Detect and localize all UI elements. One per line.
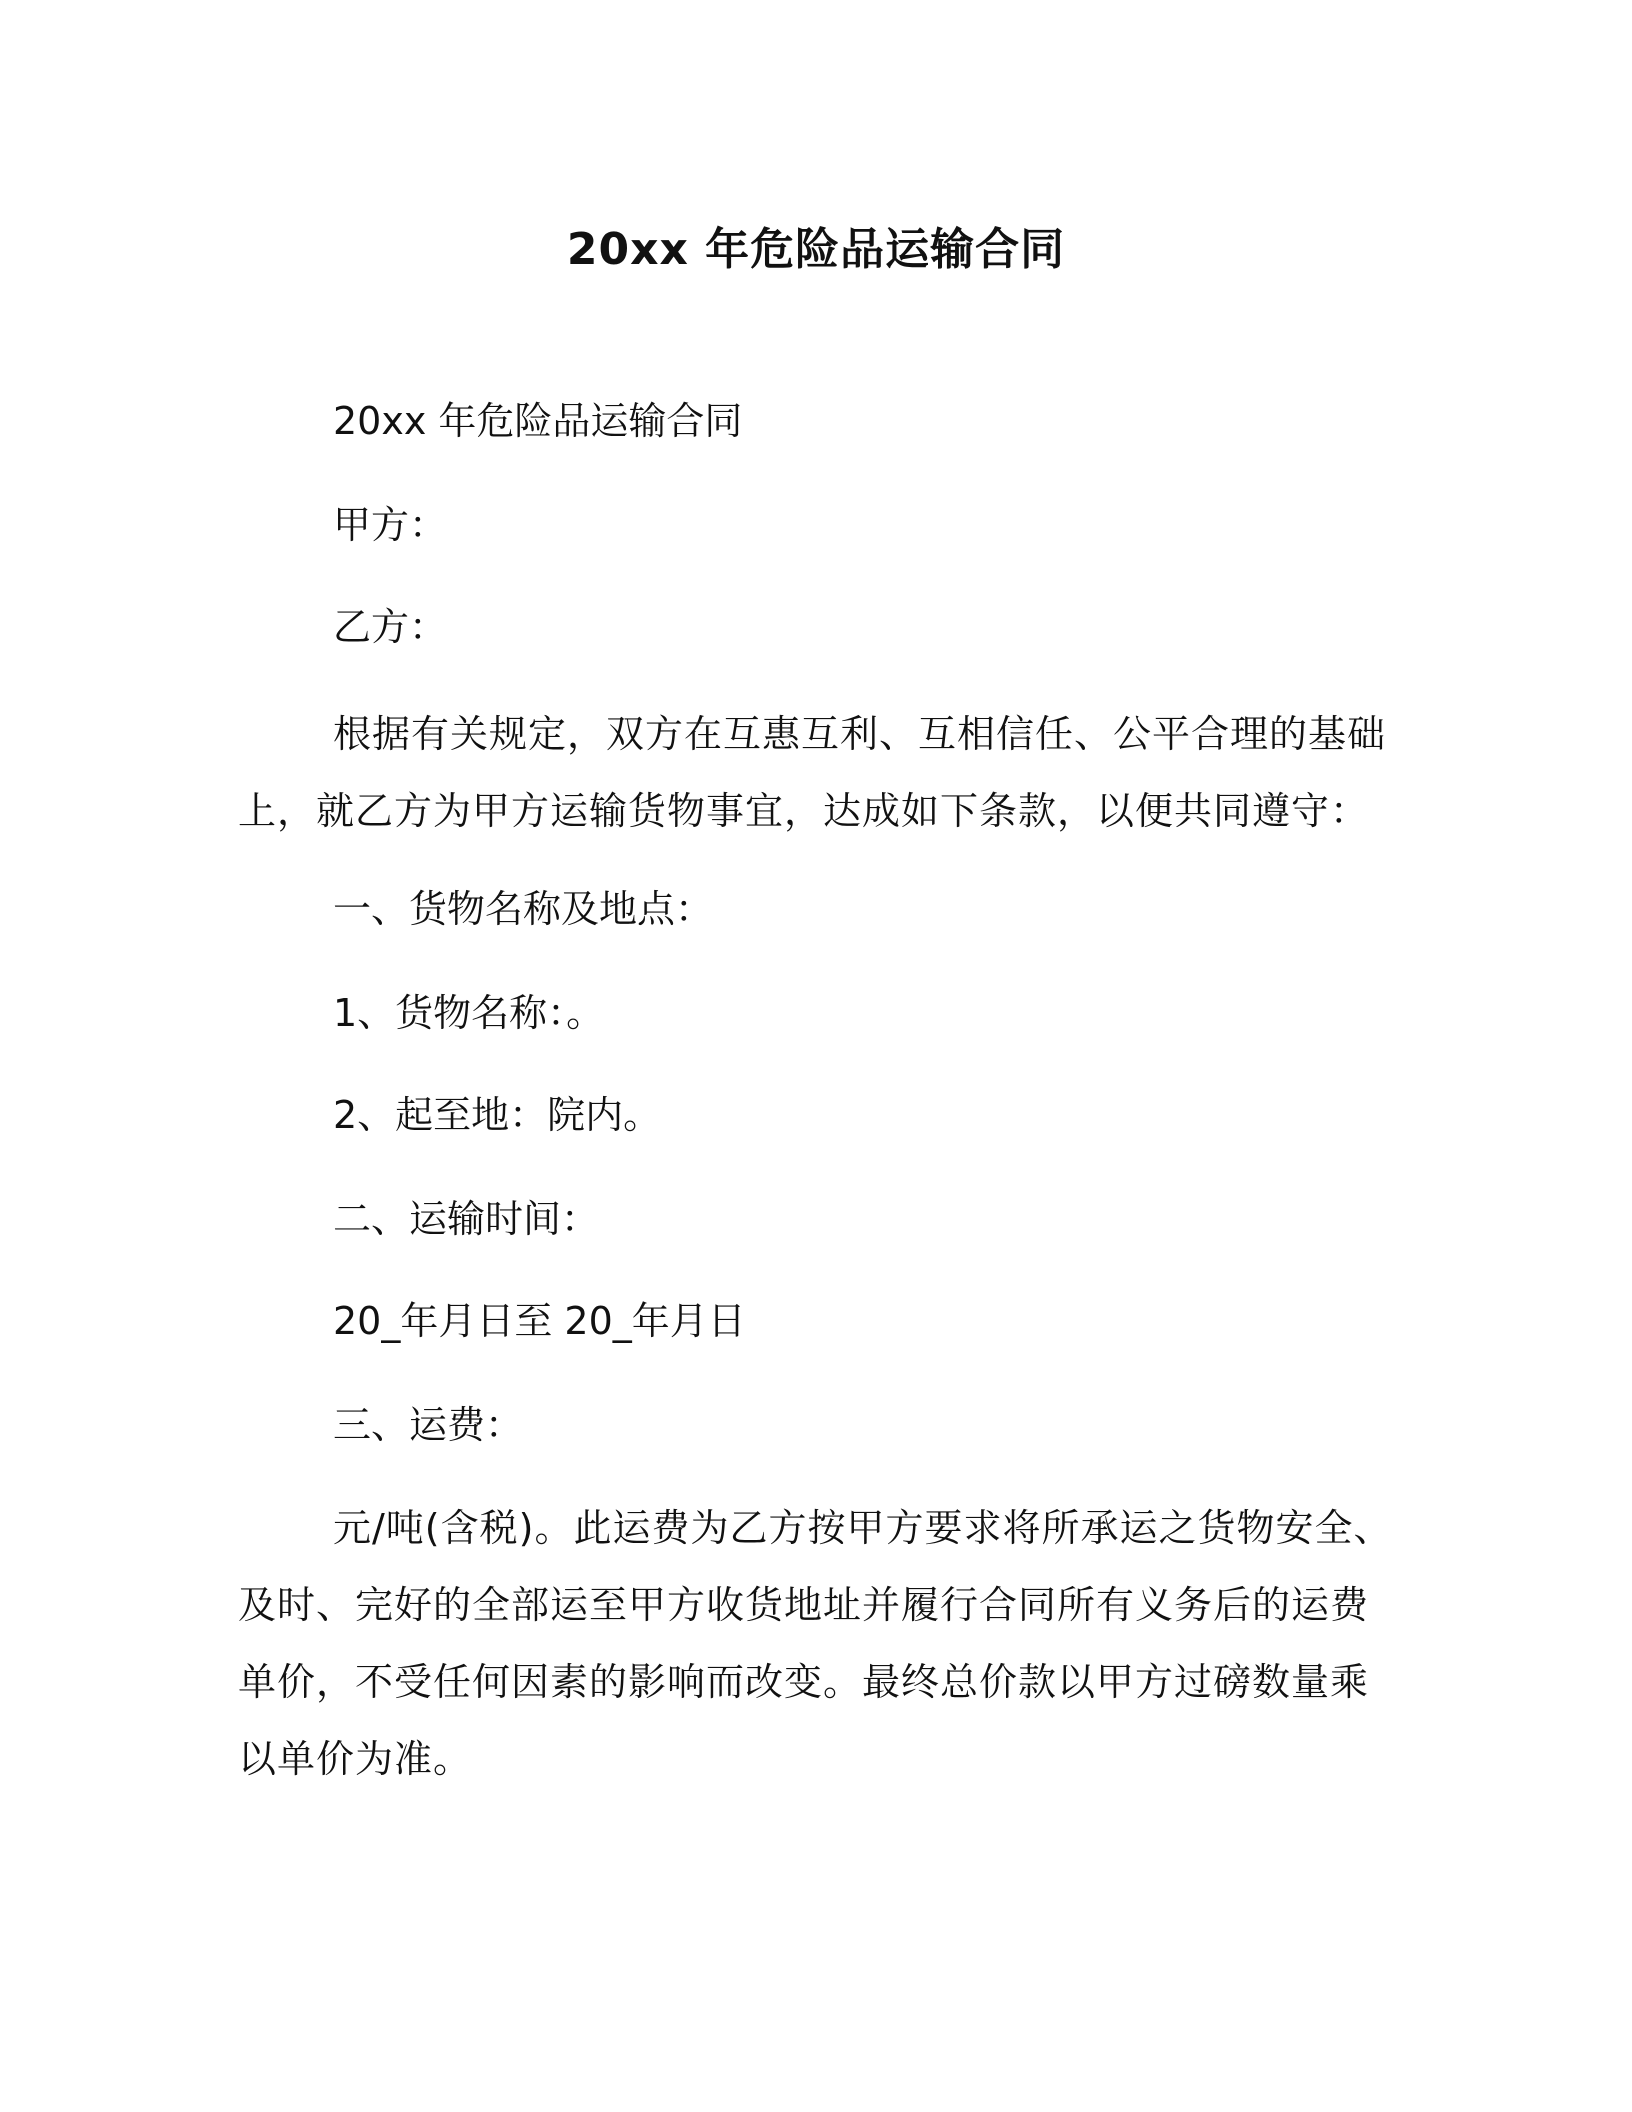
freight-terms-paragraph: 元/吨(含税)。此运费为乙方按甲方要求将所承运之货物安全、及时、完好的全部运至甲方收货地址并履行合同所有义务后的运费单价，不受任何因素的影响而改变。最终总价款以甲方过磅数量乘以单价为准。 <box>238 1506 1393 1781</box>
intro-paragraph: 根据有关规定，双方在互惠互利、互相信任、公平合理的基础上，就乙方为甲方运输货物事宜，达成如下条款，以便共同遵守： <box>238 712 1387 833</box>
party-a-label: 甲方： <box>333 503 448 547</box>
item-1-cargo-name: 1、货物名称：。 <box>333 991 605 1035</box>
contract-subtitle: 20xx 年危险品运输合同 <box>333 399 743 443</box>
item-2-route: 2、起至地：院内。 <box>333 1093 662 1137</box>
party-b-label: 乙方： <box>333 605 448 649</box>
transport-time-range: 20_年月日至 20_年月日 <box>333 1299 746 1343</box>
section-1-heading: 一、货物名称及地点： <box>333 887 714 931</box>
section-3-heading: 三、运费： <box>333 1403 524 1447</box>
document-title: 20xx 年危险品运输合同 <box>566 224 1066 275</box>
section-2-heading: 二、运输时间： <box>333 1197 600 1241</box>
